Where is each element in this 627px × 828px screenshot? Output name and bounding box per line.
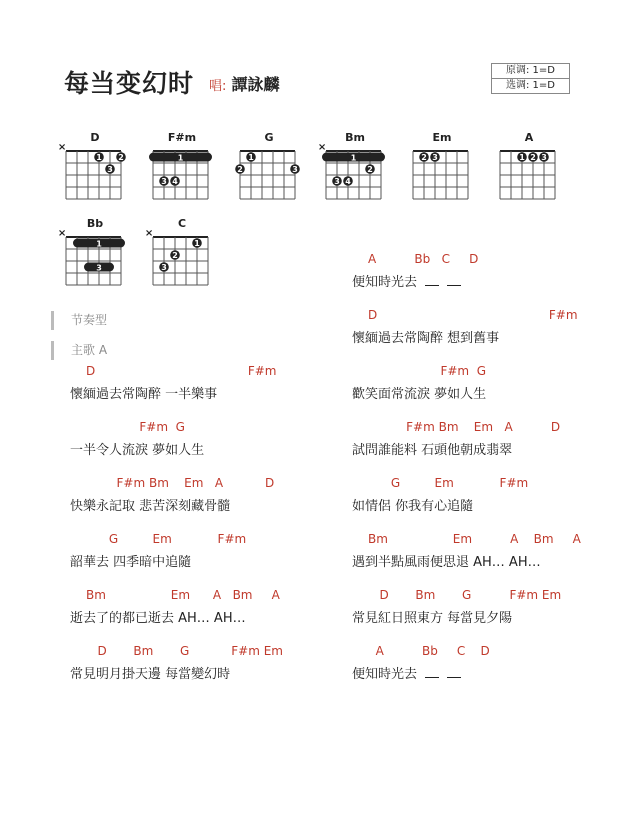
singer-prefix: 唱: xyxy=(209,79,227,94)
finger-number: 3 xyxy=(96,263,102,273)
key-box xyxy=(491,63,570,94)
finger-number: 4 xyxy=(345,177,351,186)
lyric-line xyxy=(352,663,461,682)
chord-name: F#m xyxy=(167,131,197,144)
lyric-line xyxy=(352,495,473,514)
finger-number: 2 xyxy=(237,165,243,174)
chord-name: G xyxy=(264,131,274,144)
lyric-line xyxy=(70,495,230,514)
original-key: 原调: 1=D xyxy=(506,65,555,76)
fretboard-grid xyxy=(496,145,564,207)
lyric-line xyxy=(352,551,541,570)
finger-number: 3 xyxy=(334,177,340,186)
lyric-line xyxy=(352,439,512,458)
finger-number: 1 xyxy=(248,153,254,162)
blank-underline xyxy=(447,667,461,678)
fretboard-grid xyxy=(409,145,477,207)
verse-section-label: 主歌 A xyxy=(51,341,107,360)
chord-line: G Em F#m xyxy=(86,532,247,546)
muted-string-mark: × xyxy=(317,142,327,153)
chord-name: C xyxy=(177,217,187,230)
finger-number: 3 xyxy=(292,165,298,174)
finger-number: 1 xyxy=(519,153,525,162)
lyric-text: 懷緬過去常陶醉 想到舊事 xyxy=(352,331,500,346)
finger-number: 3 xyxy=(107,165,113,174)
chord-line: D F#m xyxy=(86,364,277,378)
chord-name: Bb xyxy=(86,217,104,230)
rhythm-section-label: 节奏型 xyxy=(51,311,107,330)
lyric-text: 韶華去 四季暗中追隨 xyxy=(70,555,192,570)
lyric-line xyxy=(70,551,191,570)
chord-line: D Bm G F#m Em xyxy=(368,588,562,602)
chord-line: D Bm G F#m Em xyxy=(86,644,283,658)
fretboard-grid xyxy=(317,142,390,207)
chosen-key: 选调: 1=D xyxy=(492,78,569,93)
lyric-line xyxy=(352,607,512,626)
lyric-text: 試問誰能料 石頭他朝成翡翠 xyxy=(352,443,513,458)
lyric-text: 常見明月掛天邊 每當變幻時 xyxy=(70,667,231,682)
lyric-text: 如情侶 你我有心追隨 xyxy=(352,499,474,514)
fretboard-grid xyxy=(57,228,130,293)
lyric-text: 常見紅日照東方 每當見夕陽 xyxy=(352,611,513,626)
lyric-text: 懷緬過去常陶醉 一半樂事 xyxy=(70,387,218,402)
chord-line: F#m G xyxy=(368,364,487,378)
finger-number: 3 xyxy=(541,153,547,162)
chord-line: A Bb C D xyxy=(368,644,490,658)
finger-number: 2 xyxy=(530,153,536,162)
chord-line: Bm Em A Bm A xyxy=(368,532,581,546)
finger-number: 2 xyxy=(421,153,427,162)
lyric-line xyxy=(70,439,204,458)
lyric-text: 快樂永記取 悲苦深刻藏骨髓 xyxy=(70,499,231,514)
finger-number: 1 xyxy=(96,153,102,162)
lyric-text: 便知時光去 xyxy=(352,667,418,682)
lyric-line xyxy=(352,271,461,290)
finger-number: 1 xyxy=(194,239,200,248)
muted-string-mark: × xyxy=(57,142,67,153)
finger-number: 3 xyxy=(432,153,438,162)
finger-number: 3 xyxy=(161,263,167,272)
finger-number: 1 xyxy=(350,153,357,163)
finger-number: 4 xyxy=(172,177,178,186)
chord-name: Bm xyxy=(345,131,365,144)
chord-name: D xyxy=(90,131,100,144)
singer-credit xyxy=(209,72,280,95)
fretboard-grid xyxy=(236,145,304,207)
chord-line: D F#m xyxy=(368,308,578,322)
chord-line: F#m Bm Em A D xyxy=(86,476,275,490)
song-title: 每当变幻时 xyxy=(64,69,195,98)
chord-line: Bm Em A Bm A xyxy=(86,588,280,602)
singer-name: 譚詠麟 xyxy=(231,75,280,94)
lyric-line xyxy=(70,607,246,626)
lyric-line xyxy=(70,663,230,682)
chord-line: G Em F#m xyxy=(368,476,529,490)
lyric-text: 歡笑面常流淚 夢如人生 xyxy=(352,387,487,402)
lyric-text: 便知時光去 xyxy=(352,275,418,290)
chord-line: F#m Bm Em A D xyxy=(368,420,561,434)
fretboard-grid xyxy=(149,145,217,207)
chord-line: F#m G xyxy=(86,420,185,434)
muted-string-mark: × xyxy=(57,228,67,239)
lyric-line xyxy=(70,383,217,402)
fretboard-grid xyxy=(57,142,130,207)
lyric-text: 逝去了的都已逝去 AH… AH… xyxy=(70,611,246,626)
finger-number: 1 xyxy=(96,239,102,249)
lyric-text: 遇到半點風雨便思退 AH… AH… xyxy=(352,555,541,570)
blank-underline xyxy=(425,275,439,286)
lyric-line xyxy=(352,383,486,402)
chord-line: A Bb C D xyxy=(368,252,479,266)
lyric-text: 一半令人流淚 夢如人生 xyxy=(70,443,205,458)
finger-number: 2 xyxy=(118,153,124,162)
chord-name: A xyxy=(524,131,534,144)
finger-number: 2 xyxy=(172,251,178,260)
blank-underline xyxy=(425,667,439,678)
finger-number: 1 xyxy=(177,153,184,163)
blank-underline xyxy=(447,275,461,286)
lyric-line xyxy=(352,327,499,346)
fretboard-grid xyxy=(144,228,217,293)
finger-number: 3 xyxy=(161,177,167,186)
finger-number: 2 xyxy=(367,165,373,174)
muted-string-mark: × xyxy=(144,228,154,239)
chord-name: Em xyxy=(432,131,452,144)
